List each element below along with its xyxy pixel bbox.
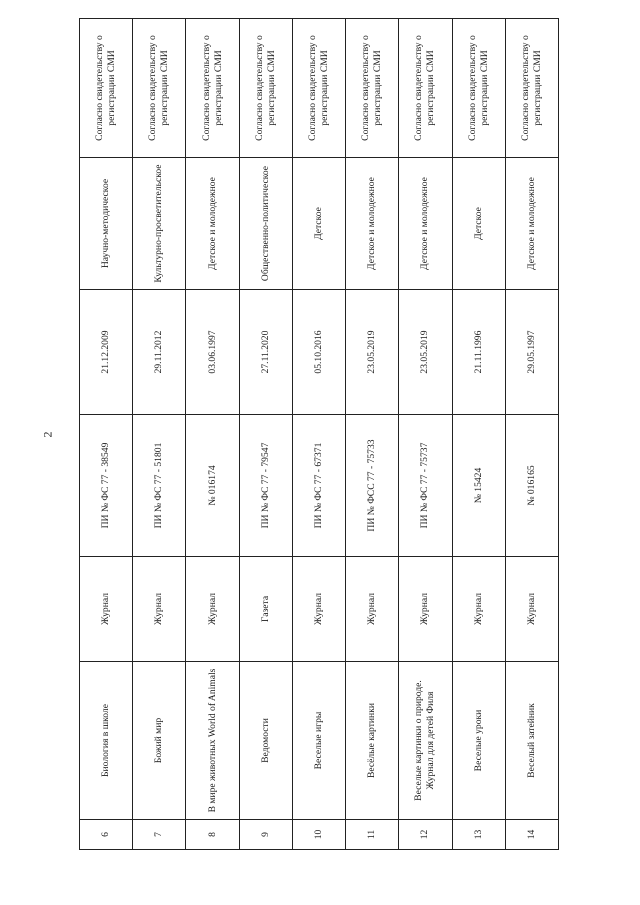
registration-number-cell: ПИ № ФС 77 - 67371: [292, 415, 345, 557]
registration-number-cell: ПИ № ФС 77 - 79547: [239, 415, 292, 557]
registration-number-cell: ПИ № ФС 77 - 75737: [399, 415, 452, 557]
specialization-cell: Детское: [292, 158, 345, 290]
distribution-territory-cell: Согласно свидетельству о регистрации СМИ: [292, 19, 345, 158]
row-number-cell: 11: [346, 820, 399, 850]
row-number-cell: 14: [505, 820, 558, 850]
table-row: [452, 19, 505, 850]
media-title-cell: Божий мир: [133, 662, 186, 820]
distribution-territory-cell: Согласно свидетельству о регистрации СМИ: [239, 19, 292, 158]
registry-table-wrapper: [79, 19, 559, 850]
row-number-cell: 6: [80, 820, 133, 850]
media-type-cell: Журнал: [346, 557, 399, 662]
registration-number-cell: № 15424: [452, 415, 505, 557]
distribution-territory-cell: Согласно свидетельству о регистрации СМИ: [452, 19, 505, 158]
registration-number-cell: ПИ № ФСС 77 - 75733: [346, 415, 399, 557]
specialization-cell: Детское: [452, 158, 505, 290]
registration-date-cell: 21.11.1996: [452, 290, 505, 415]
specialization-cell: Детское и молодежное: [399, 158, 452, 290]
specialization-cell: Детское и молодежное: [186, 158, 239, 290]
row-number-cell: 9: [239, 820, 292, 850]
media-type-cell: Журнал: [292, 557, 345, 662]
media-title-cell: Веселый затейник: [505, 662, 558, 820]
media-type-cell: Журнал: [80, 557, 133, 662]
table-row: [399, 19, 452, 850]
table-row: [346, 19, 399, 850]
table-row: [505, 19, 558, 850]
registration-date-cell: 23.05.2019: [346, 290, 399, 415]
media-title-cell: Веселые картинки о природе. Журнал для детей Филя: [399, 662, 452, 820]
distribution-territory-cell: Согласно свидетельству о регистрации СМИ: [346, 19, 399, 158]
registration-number-cell: № 016174: [186, 415, 239, 557]
row-number-cell: 12: [399, 820, 452, 850]
media-type-cell: Журнал: [505, 557, 558, 662]
table-row: [292, 19, 345, 850]
registration-number-cell: ПИ № ФС 77 - 51801: [133, 415, 186, 557]
media-type-cell: Журнал: [186, 557, 239, 662]
media-type-cell: Журнал: [452, 557, 505, 662]
registration-date-cell: 29.05.1997: [505, 290, 558, 415]
media-type-cell: Журнал: [133, 557, 186, 662]
distribution-territory-cell: Согласно свидетельству о регистрации СМИ: [186, 19, 239, 158]
media-title-cell: В мире животных World of Animals: [186, 662, 239, 820]
registration-date-cell: 03.06.1997: [186, 290, 239, 415]
media-type-cell: Газета: [239, 557, 292, 662]
distribution-territory-cell: Согласно свидетельству о регистрации СМИ: [133, 19, 186, 158]
media-type-cell: Журнал: [399, 557, 452, 662]
registration-date-cell: 27.11.2020: [239, 290, 292, 415]
specialization-cell: Общественно-политическое: [239, 158, 292, 290]
row-number-cell: 8: [186, 820, 239, 850]
media-title-cell: Биология в школе: [80, 662, 133, 820]
specialization-cell: Культурно-просветительское: [133, 158, 186, 290]
row-number-cell: 10: [292, 820, 345, 850]
media-title-cell: Весёлые картинки: [346, 662, 399, 820]
registration-date-cell: 05.10.2016: [292, 290, 345, 415]
row-number-cell: 13: [452, 820, 505, 850]
registration-date-cell: 21.12.2009: [80, 290, 133, 415]
media-registry-table: [79, 18, 559, 850]
specialization-cell: Детское и молодежное: [505, 158, 558, 290]
table-row: [239, 19, 292, 850]
rotated-table-holder: [79, 19, 559, 850]
specialization-cell: Научно-методическое: [80, 158, 133, 290]
distribution-territory-cell: Согласно свидетельству о регистрации СМИ: [80, 19, 133, 158]
table-body: [80, 19, 559, 850]
registration-number-cell: ПИ № ФС 77 - 38549: [80, 415, 133, 557]
media-title-cell: Веселые игры: [292, 662, 345, 820]
table-row: [80, 19, 133, 850]
registration-number-cell: № 016165: [505, 415, 558, 557]
specialization-cell: Детское и молодежное: [346, 158, 399, 290]
distribution-territory-cell: Согласно свидетельству о регистрации СМИ: [505, 19, 558, 158]
media-title-cell: Ведомости: [239, 662, 292, 820]
registration-date-cell: 23.05.2019: [399, 290, 452, 415]
distribution-territory-cell: Согласно свидетельству о регистрации СМИ: [399, 19, 452, 158]
page-number: 2: [40, 431, 55, 438]
registration-date-cell: 29.11.2012: [133, 290, 186, 415]
row-number-cell: 7: [133, 820, 186, 850]
media-title-cell: Веселые уроки: [452, 662, 505, 820]
table-row: [133, 19, 186, 850]
table-row: [186, 19, 239, 850]
